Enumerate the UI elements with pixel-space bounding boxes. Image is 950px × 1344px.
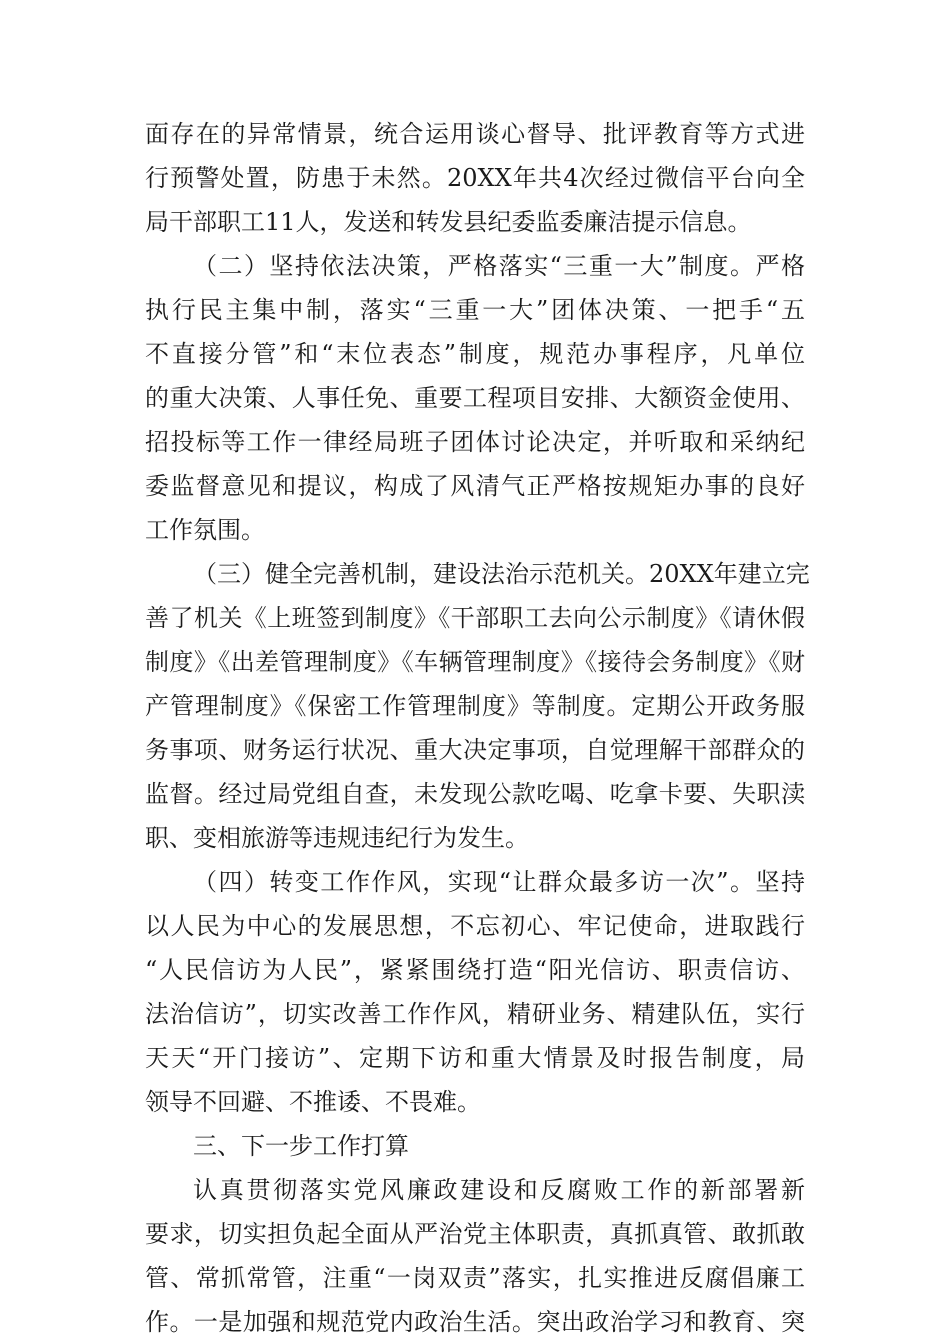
text-line: 局干部职工11人，发送和转发县纪委监委廉洁提示信息。 — [145, 208, 752, 236]
text-line: 面存在的异常情景，统合运用谈心督导、批评教育等方式进 — [145, 120, 805, 148]
paragraph — [145, 112, 805, 244]
text-line: “人民信访为人民”，紧紧围绕打造“阳光信访、职责信访、 — [145, 956, 805, 984]
text-line: 法治信访”，切实改善工作作风，精研业务、精建队伍，实行 — [145, 1000, 805, 1028]
text-line: 善了机关《上班签到制度》《干部职工去向公示制度》《请休假 — [145, 604, 805, 632]
text-line: 认真贯彻落实党风廉政建设和反腐败工作的新部署新 — [193, 1176, 805, 1204]
text-line: （二）坚持依法决策，严格落实“三重一大”制度。严格 — [193, 252, 805, 280]
text-line: （四）转变工作作风，实现“让群众最多访一次”。坚持 — [193, 868, 805, 896]
text-line: 要求，切实担负起全面从严治党主体职责，真抓真管、敢抓敢 — [145, 1220, 805, 1248]
text-line: 管、常抓常管，注重“一岗双责”落实，扎实推进反腐倡廉工 — [145, 1264, 805, 1292]
text-line: 领导不回避、不推诿、不畏难。 — [145, 1088, 481, 1116]
text-line: 务事项、财务运行状况、重大决定事项，自觉理解干部群众的 — [145, 736, 805, 764]
text-line: 以人民为中心的发展思想，不忘初心、牢记使命，进取践行 — [145, 912, 805, 940]
document-page — [145, 112, 810, 1344]
text-line: 天天“开门接访”、定期下访和重大情景及时报告制度，局 — [145, 1044, 805, 1072]
text-line: 作。一是加强和规范党内政治生活。突出政治学习和教育、突 — [145, 1308, 805, 1336]
paragraph — [145, 860, 805, 1124]
text-line: 工作氛围。 — [145, 516, 265, 544]
text-line: 招投标等工作一律经局班子团体讨论决定，并听取和采纳纪 — [145, 428, 805, 456]
section-heading — [145, 1124, 805, 1168]
text-line: 行预警处置，防患于未然。20XX年共4次经过微信平台向全 — [145, 164, 805, 192]
paragraph — [145, 552, 810, 860]
text-line: 的重大决策、人事任免、重要工程项目安排、大额资金使用、 — [145, 384, 805, 412]
text-line: 监督。经过局党组自查，未发现公款吃喝、吃拿卡要、失职渎 — [145, 780, 805, 808]
text-line: 执行民主集中制，落实“三重一大”团体决策、一把手“五 — [145, 296, 805, 324]
text-line: （三）健全完善机制，建设法治示范机关。20XX年建立完 — [193, 560, 810, 588]
text-line: 产管理制度》《保密工作管理制度》等制度。定期公开政务服 — [145, 692, 805, 720]
paragraph — [145, 1168, 805, 1344]
text-line: 制度》《出差管理制度》《车辆管理制度》《接待会务制度》《财 — [145, 648, 805, 676]
text-line: 三、下一步工作打算 — [193, 1132, 409, 1160]
paragraph — [145, 244, 805, 552]
text-line: 不直接分管”和“末位表态”制度，规范办事程序，凡单位 — [145, 340, 805, 368]
text-line: 职、变相旅游等违规违纪行为发生。 — [145, 824, 529, 852]
text-line: 委监督意见和提议，构成了风清气正严格按规矩办事的良好 — [145, 472, 805, 500]
